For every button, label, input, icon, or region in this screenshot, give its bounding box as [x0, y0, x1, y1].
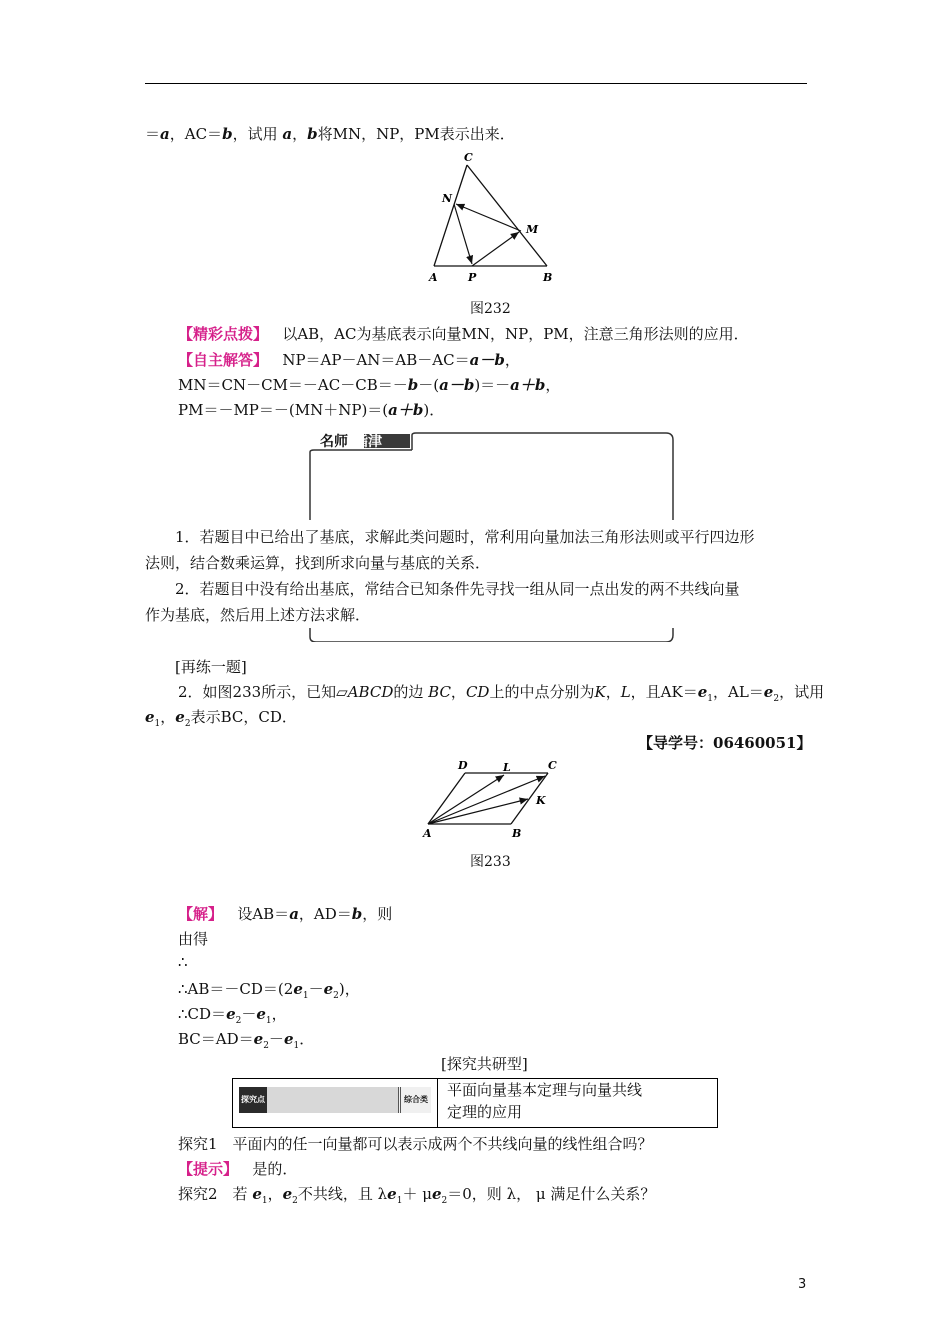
label-K: K: [536, 794, 546, 807]
label-B: B: [512, 827, 522, 840]
figure-233-caption: 图233: [470, 854, 511, 870]
label-C: C: [464, 151, 473, 164]
figure-232-triangle: [420, 148, 570, 288]
tips-line: 【精彩点拨】 以AB，AC为基底表示向量MN，NP，PM，注意三角形法则的应用．: [178, 325, 749, 343]
label-C: C: [548, 759, 557, 772]
practice-question-line-1: 2．如图233所示，已知▱ABCD的边 BC，CD上的中点分别为K，L，且$AK=e_1$，$AL=e_2$，试用: [178, 683, 825, 704]
explore-badge-cell: [233, 1079, 438, 1127]
teacher-box-title: 名师 指津: [320, 434, 382, 450]
label-P: P: [468, 271, 477, 284]
explore-question-2: 探究2 若 $e_1$，$e_2$不共线，且 $\lambda e_1+ \mu e_2=0$，则 λ， μ 满足什么关系？: [178, 1185, 656, 1206]
figure-233-parallelogram: [418, 757, 568, 843]
badge-left-label: 探究点: [239, 1087, 267, 1113]
explore-badge: [239, 1087, 431, 1113]
label-A: A: [429, 271, 438, 284]
explore-title-line-2: 定理的应用: [447, 1103, 523, 1121]
solution2-line-5: $\therefore CD=e_2-e_1$，: [178, 1005, 287, 1026]
explore-title-cell: [447, 1079, 713, 1123]
label-L: L: [503, 761, 511, 774]
problem-text-line: ＝a，AC＝b，试用 a，b将MN，NP，PM表示出来．: [145, 125, 515, 143]
practice-header: [再练一题]: [175, 658, 247, 676]
solution2-line-3: ∴: [178, 953, 188, 971]
solution-line-2: MN＝CN－CM＝－AC－CB＝－b－(a－b)＝－a＋b，: [178, 376, 561, 394]
teacher-box-content: 1．若题目中已给出了基底，求解此类问题时，常利用向量加法三角形法则或平行四边形 法则，结合数乘运算，找到所求向量与基底的关系． 2．若题目中没有给出基底，常结合已知条件先寻找一组从同一点出发的两不共线向量 作为基底，然后用上述方法求解．: [145, 528, 755, 624]
solution2-line-2: 由得: [178, 930, 209, 948]
guide-number: 【导学号：06460051】: [638, 734, 812, 752]
solution2-line-6: $BC=AD=e_2-e_1$．: [178, 1030, 315, 1051]
hint-line: 【提示】 是的．: [178, 1160, 298, 1178]
label-A: A: [423, 827, 432, 840]
explore-question-1: 探究1 平面内的任一向量都可以表示成两个不共线向量的线性组合吗？: [178, 1135, 653, 1153]
practice-question-line-2: $e_1$，$e_2$表示BC，CD．: [145, 708, 297, 729]
badge-right-label: 综合类: [398, 1087, 431, 1113]
header-rule: [145, 83, 807, 84]
solution-line-1: 【自主解答】 NP＝AP－AN＝AB－AC＝a－b，: [178, 351, 520, 369]
explore-header: [探究共研型]: [441, 1055, 528, 1073]
label-D: D: [458, 759, 468, 772]
page-number: 3: [798, 1277, 807, 1292]
explore-title-table: [232, 1078, 718, 1128]
figure-232-caption: 图232: [470, 301, 511, 317]
solution2-line-4: $\therefore AB=-CD=(2e_1-e_2)$，: [178, 980, 360, 1001]
label-M: M: [526, 223, 539, 236]
solution-line-3: PM＝－MP＝－(MN＋NP)＝(a＋b)．: [178, 401, 445, 419]
label-N: N: [442, 192, 453, 205]
solution2-line-1: 【解】 设AB＝a，AD＝b，则: [178, 905, 393, 923]
label-B: B: [543, 271, 553, 284]
explore-title-line-1: 平面向量基本定理与向量共线: [447, 1081, 643, 1099]
